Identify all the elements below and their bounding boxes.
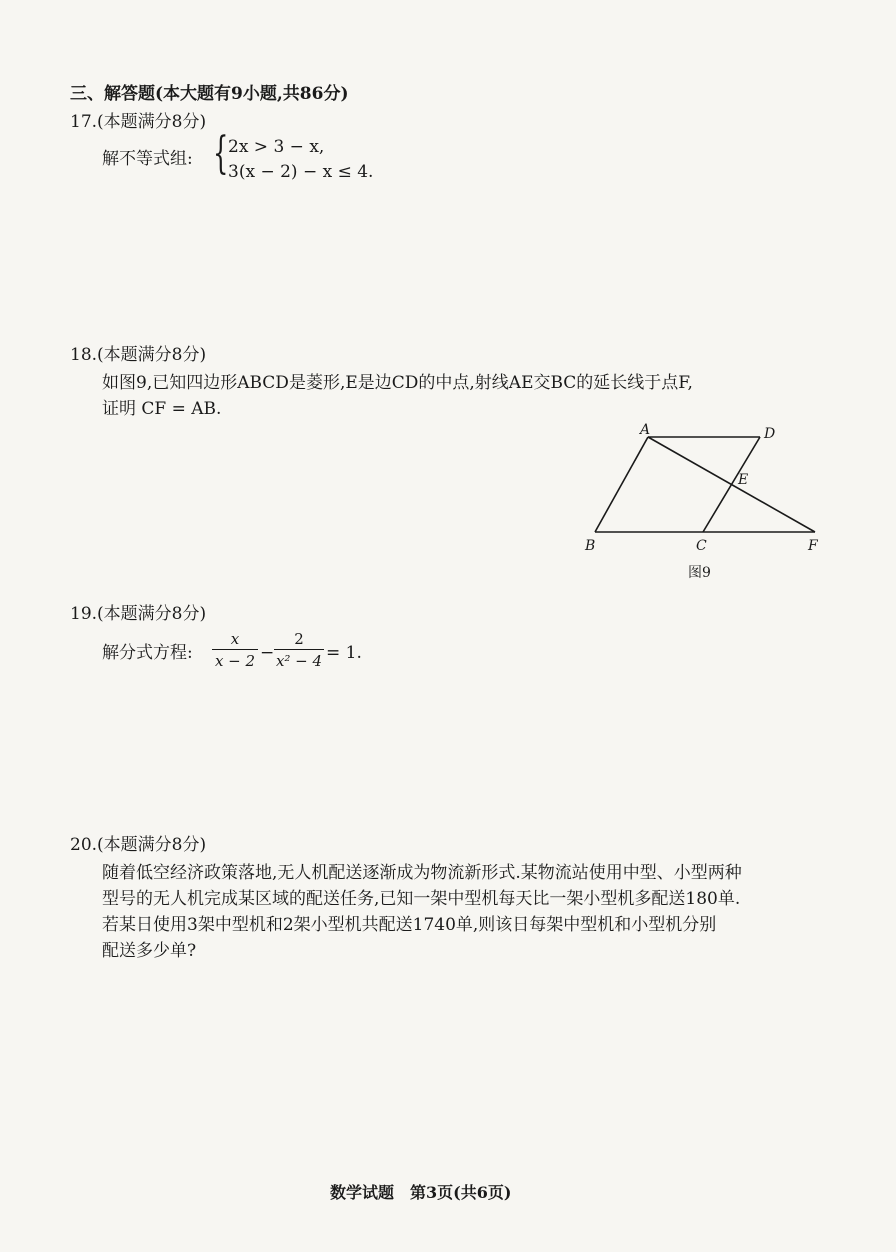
q20-line-3: 若某日使用3架中型机和2架小型机共配送1740单,则该日每架中型机和小型机分别 — [102, 915, 717, 935]
q19-header — [70, 602, 206, 626]
q18-header — [70, 343, 206, 367]
q19-fraction-1 — [212, 630, 258, 670]
q19-prompt: 解分式方程: — [102, 643, 193, 663]
q19-frac2-den: x² − 4 — [275, 652, 323, 670]
ray-af — [648, 437, 815, 532]
q19-minus: − — [260, 643, 275, 663]
q20-points: (本题满分8分) — [97, 835, 207, 855]
segment-ab — [595, 437, 648, 532]
q19-fraction-2 — [274, 630, 324, 670]
q20-line-1: 随着低空经济政策落地,无人机配送逐渐成为物流新形式.某物流站使用中型、小型两种 — [102, 863, 742, 883]
q17-ineq1: 2x > 3 − x, — [228, 137, 325, 157]
q20-line-4: 配送多少单? — [102, 941, 197, 961]
q19-frac1-num: x — [230, 630, 240, 648]
q17-prompt: 解不等式组: — [102, 149, 193, 169]
q17-number: 17. — [70, 112, 98, 132]
q17-brace: { — [213, 128, 229, 179]
label-d: D — [764, 426, 776, 442]
label-b: B — [585, 538, 596, 554]
q17-points: (本题满分8分) — [97, 112, 207, 132]
fraction-bar — [274, 649, 324, 650]
q19-rhs: = 1. — [326, 643, 362, 663]
q19-number: 19. — [70, 604, 98, 624]
fraction-bar — [212, 649, 258, 650]
label-f: F — [808, 538, 818, 554]
q19-points: (本题满分8分) — [97, 604, 207, 624]
figure-9 — [580, 420, 830, 590]
label-e: E — [738, 472, 749, 488]
q20-number: 20. — [70, 835, 98, 855]
label-c: C — [696, 538, 707, 554]
q18-line2: 证明 CF = AB. — [102, 399, 222, 419]
q19-frac1-den: x − 2 — [214, 652, 256, 670]
q19-frac2-num: 2 — [294, 630, 304, 648]
q17-ineq2: 3(x − 2) − x ≤ 4. — [228, 162, 374, 182]
q18-line1: 如图9,已知四边形ABCD是菱形,E是边CD的中点,射线AE交BC的延长线于点F, — [102, 373, 693, 393]
label-a: A — [640, 422, 651, 438]
q17-header — [70, 110, 206, 134]
figure-caption: 图9 — [688, 565, 711, 581]
section-heading: 三、解答题(本大题有9小题,共86分) — [70, 84, 349, 104]
page-footer: 数学试题 第3页(共6页) — [330, 1183, 512, 1202]
q18-points: (本题满分8分) — [97, 345, 207, 365]
q20-header — [70, 833, 206, 857]
q18-number: 18. — [70, 345, 98, 365]
q20-line-2: 型号的无人机完成某区域的配送任务,已知一架中型机每天比一架小型机多配送180单. — [102, 889, 741, 909]
